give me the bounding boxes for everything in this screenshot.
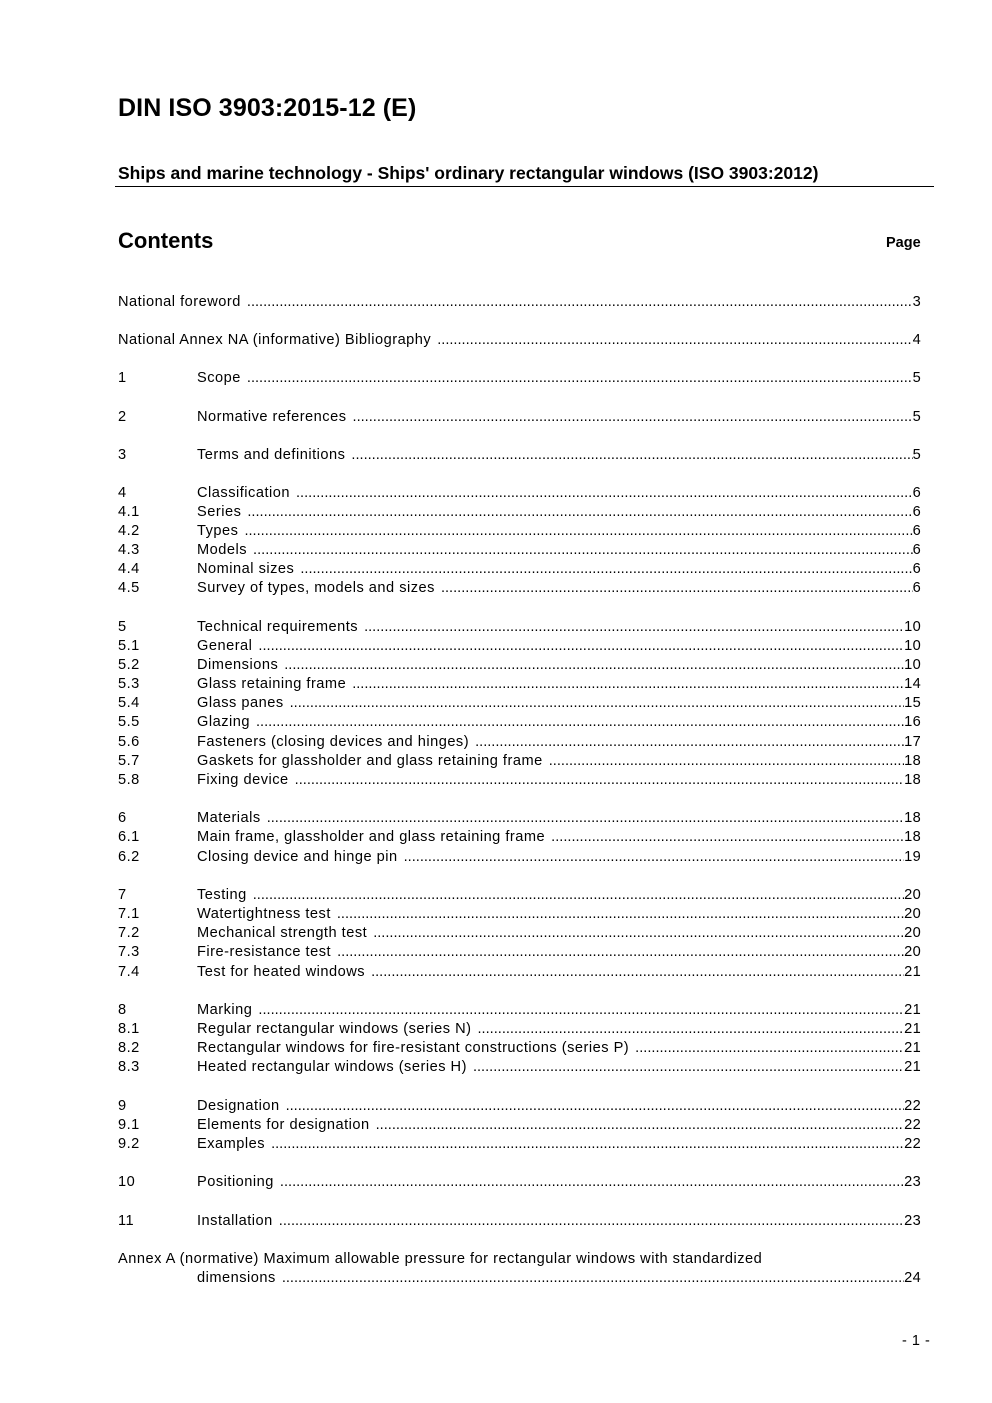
toc-entry-title: Test for heated windows [197,964,366,980]
toc-entry-page: 18 [904,829,921,845]
toc-entry-number: 1 [118,370,127,386]
toc-entry-page: 5 [912,447,921,463]
leader-dots [267,809,904,828]
toc-entry-number: 5.6 [118,734,140,750]
toc-entry-number: 8 [118,1002,127,1018]
toc-entry-page: 21 [904,1021,921,1037]
toc-entry[interactable] [0,408,992,427]
toc-entry[interactable] [0,809,992,828]
toc-entry-title: Materials [197,810,261,826]
toc-entry-page: 6 [912,561,921,577]
leader-dots [286,1097,905,1116]
leader-dots [247,293,913,312]
toc-entry-title: Glass retaining frame [197,676,347,692]
toc-entry-number: 5.8 [118,772,140,788]
toc-entry[interactable] [0,1039,992,1058]
page-number: - 1 - [902,1333,931,1349]
toc-entry-title: Mechanical strength test [197,925,368,941]
leader-dots [551,828,904,847]
toc-entry[interactable] [0,1116,992,1135]
toc-entry[interactable] [0,848,992,867]
toc-entry-page: 18 [904,753,921,769]
document-subtitle: Ships and marine technology - Ships' ordinary rectangular windows (ISO 3903:2012) [115,163,934,187]
toc-entry-page: 6 [912,485,921,501]
toc-entry-title: Types [197,523,239,539]
toc-entry-number: 6.1 [118,829,140,845]
toc-entry-title: Nominal sizes [197,561,295,577]
toc-entry[interactable] [0,752,992,771]
toc-entry-number: 5 [118,619,127,635]
toc-entry-page: 22 [904,1136,921,1152]
toc-entry[interactable] [0,1250,992,1269]
toc-entry-number: 8.2 [118,1040,140,1056]
contents-heading: Contents [118,228,214,253]
toc-entry-page: 24 [904,1270,921,1286]
toc-entry-title: Annex A (normative) Maximum allowable pressure for rectangular windows with standardized [118,1251,763,1267]
toc-entry-page: 20 [904,887,921,903]
toc-entry[interactable] [0,1212,992,1231]
toc-entry-page: 6 [912,542,921,558]
toc-entry-title: Main frame, glassholder and glass retaining frame [197,829,546,845]
toc-entry-title: Examples [197,1136,266,1152]
leader-dots [351,446,912,465]
toc-entry[interactable] [0,656,992,675]
toc-entry-page: 20 [904,944,921,960]
toc-entry-title: Closing device and hinge pin [197,849,398,865]
toc-entry-title: Fire-resistance test [197,944,332,960]
toc-entry-title: Installation [197,1213,273,1229]
leader-dots [404,848,905,867]
toc-entry-number: 5.2 [118,657,140,673]
toc-entry[interactable] [0,828,992,847]
toc-entry-number: 10 [118,1174,136,1190]
leader-dots [253,541,913,560]
toc-entry-page: 10 [904,657,921,673]
toc-entry-number: 5.4 [118,695,140,711]
toc-entry-page: 10 [904,619,921,635]
toc-entry-title: Models [197,542,248,558]
toc-entry[interactable] [0,560,992,579]
toc-entry[interactable] [0,1001,992,1020]
leader-dots [295,771,904,790]
toc-entry-title: Fasteners (closing devices and hinges) [197,734,470,750]
toc-entry-title: Survey of types, models and sizes [197,580,435,596]
leader-dots [284,656,904,675]
toc-entry-number: 5.5 [118,714,140,730]
toc-entry-page: 21 [904,964,921,980]
toc-entry[interactable] [0,886,992,905]
toc-entry-title: Dimensions [197,657,279,673]
toc-entry-title: Glazing [197,714,250,730]
toc-entry-number: 4 [118,485,127,501]
toc-entry[interactable] [0,637,992,656]
leader-dots [279,1212,904,1231]
toc-entry-number: 7.1 [118,906,140,922]
toc-entry-page: 19 [904,849,921,865]
toc-entry[interactable] [0,446,992,465]
toc-entry-title: Gaskets for glassholder and glass retaining frame [197,753,543,769]
toc-entry[interactable] [0,943,992,962]
toc-entry-page: 22 [904,1117,921,1133]
toc-entry-page: 14 [904,676,921,692]
toc-entry-title: Terms and definitions [197,447,346,463]
toc-entry-page: 17 [904,734,921,750]
toc-entry-page: 6 [912,504,921,520]
leader-dots [290,694,905,713]
toc-entry-number: 3 [118,447,127,463]
toc-entry-page: 3 [912,294,921,310]
toc-entry-number: 6 [118,810,127,826]
toc-entry-number: 4.4 [118,561,140,577]
leader-dots [253,886,904,905]
leader-dots [247,503,912,522]
toc-entry-number: 7 [118,887,127,903]
toc-entry-title: Elements for designation [197,1117,370,1133]
document-title: DIN ISO 3903:2015-12 (E) [118,94,417,122]
leader-dots [280,1173,904,1192]
toc-entry-number: 11 [118,1213,135,1229]
toc-entry-number: 4.3 [118,542,140,558]
leader-dots [475,733,904,752]
toc-entry-page: 23 [904,1213,921,1229]
page-column-label: Page [886,235,921,251]
leader-dots [271,1135,904,1154]
toc-entry-page: 18 [904,772,921,788]
toc-entry-page: 21 [904,1059,921,1075]
toc-entry-page: 5 [912,409,921,425]
toc-entry-page: 21 [904,1002,921,1018]
toc-entry-number: 8.3 [118,1059,140,1075]
toc-entry[interactable] [0,733,992,752]
toc-entry-title: Heated rectangular windows (series H) [197,1059,467,1075]
toc-entry-page: 22 [904,1098,921,1114]
toc-entry[interactable] [0,675,992,694]
leader-dots [371,963,904,982]
toc-entry-page: 20 [904,906,921,922]
toc-entry-title: Regular rectangular windows (series N) [197,1021,472,1037]
toc-entry[interactable] [0,293,992,312]
toc-entry-number: 8.1 [118,1021,140,1037]
toc-entry-title: Scope [197,370,241,386]
toc-entry-number: 9 [118,1098,127,1114]
toc-entry-page: 4 [912,332,921,348]
toc-entry-page: 15 [904,695,921,711]
leader-dots [282,1269,904,1288]
toc-entry-number: 4.5 [118,580,140,596]
toc-entry-number: 7.3 [118,944,140,960]
leader-dots [478,1020,905,1039]
toc-entry[interactable] [0,1097,992,1116]
toc-entry-title: Classification [197,485,290,501]
leader-dots [353,408,913,427]
toc-entry-number: 2 [118,409,127,425]
toc-entry-number: 5.1 [118,638,140,654]
toc-entry-title: General [197,638,253,654]
toc-entry-page: 16 [904,714,921,730]
toc-entry[interactable] [0,1269,992,1288]
toc-entry-title: Positioning [197,1174,274,1190]
leader-dots [437,331,912,350]
leader-dots [258,637,904,656]
toc-entry-title: Marking [197,1002,253,1018]
leader-dots [300,560,912,579]
toc-entry-title: Watertightness test [197,906,331,922]
leader-dots [256,713,904,732]
toc-entry-title: National Annex NA (informative) Bibliography [118,332,432,348]
toc-entry-title: Series [197,504,242,520]
toc-entry[interactable] [0,963,992,982]
toc-entry-title: Rectangular windows for fire-resistant constructions (series P) [197,1040,630,1056]
toc-entry[interactable] [0,541,992,560]
toc-entry-number: 9.1 [118,1117,140,1133]
leader-dots [473,1058,904,1077]
toc-entry-title: National foreword [118,294,241,310]
toc-entry-page: 21 [904,1040,921,1056]
toc-entry[interactable] [0,1058,992,1077]
toc-entry-title: Technical requirements [197,619,359,635]
toc-entry-title: Fixing device [197,772,289,788]
toc-entry-page: 6 [912,523,921,539]
toc-entry[interactable] [0,924,992,943]
leader-dots [364,618,904,637]
toc-entry-number: 4.2 [118,523,140,539]
toc-entry-number: 9.2 [118,1136,140,1152]
leader-dots [244,522,912,541]
toc-entry[interactable] [0,369,992,388]
toc-entry-number: 7.4 [118,964,140,980]
leader-dots [258,1001,904,1020]
toc-entry-number: 7.2 [118,925,140,941]
leader-dots [247,369,913,388]
toc-entry-title: Designation [197,1098,280,1114]
toc-entry[interactable] [0,331,992,350]
toc-entry-number: 5.7 [118,753,140,769]
toc-entry[interactable] [0,771,992,790]
toc-entry[interactable] [0,694,992,713]
toc-entry[interactable] [0,1173,992,1192]
toc-entry[interactable] [0,484,992,503]
toc-entry-title: dimensions [197,1270,276,1286]
toc-entry-page: 18 [904,810,921,826]
toc-entry-page: 10 [904,638,921,654]
toc-entry-number: 5.3 [118,676,140,692]
toc-entry-page: 5 [912,370,921,386]
leader-dots [373,924,904,943]
leader-dots [635,1039,904,1058]
toc-entry-page: 23 [904,1174,921,1190]
leader-dots [337,943,904,962]
toc-entry[interactable] [0,618,992,637]
leader-dots [441,579,913,598]
leader-dots [352,675,904,694]
toc-entry[interactable] [0,905,992,924]
toc-entry[interactable] [0,503,992,522]
toc-entry[interactable] [0,1020,992,1039]
toc-entry-title: Testing [197,887,247,903]
leader-dots [337,905,904,924]
toc-entry-number: 6.2 [118,849,140,865]
toc-entry-page: 6 [912,580,921,596]
leader-dots [296,484,913,503]
toc-entry[interactable] [0,1135,992,1154]
leader-dots [549,752,904,771]
toc-entry[interactable] [0,522,992,541]
toc-entry-number: 4.1 [118,504,140,520]
toc-entry-title: Glass panes [197,695,284,711]
toc-entry-page: 20 [904,925,921,941]
toc-entry[interactable] [0,579,992,598]
toc-entry[interactable] [0,713,992,732]
toc-entry-title: Normative references [197,409,347,425]
leader-dots [376,1116,905,1135]
